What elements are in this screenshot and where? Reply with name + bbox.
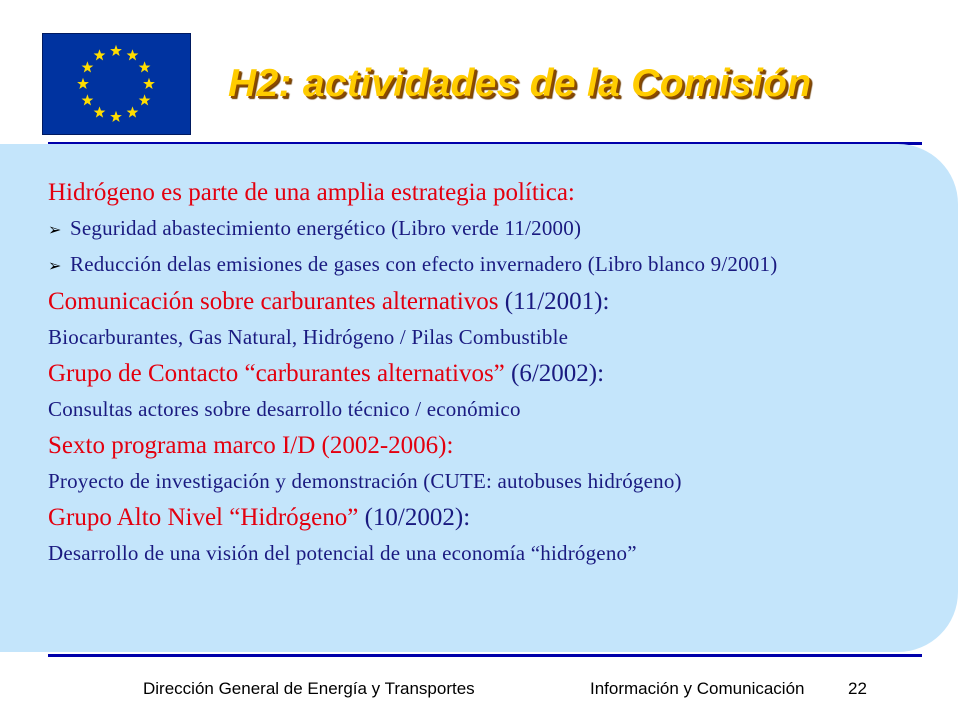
heading-strategy: Hidrógeno es parte de una amplia estrategia política: <box>48 179 575 206</box>
bullet-emissions <box>48 247 938 283</box>
slide-title: H2: actividades de la Comisión <box>228 62 812 105</box>
slide-body <box>48 174 938 571</box>
eu-flag-icon <box>42 33 191 135</box>
heading-communication <box>48 283 938 320</box>
heading-high-level-group-text: Grupo Alto Nivel “Hidrógeno” <box>48 504 359 531</box>
star-icon <box>82 94 94 105</box>
page-number: 22 <box>848 679 867 698</box>
footer-section: Información y Comunicación <box>590 679 805 698</box>
heading-high-level-group-date: (10/2002): <box>358 504 471 531</box>
heading-communication-date: (11/2001): <box>498 288 610 315</box>
heading-contact-group-text: Grupo de Contacto “carburantes alternativos” <box>48 360 505 387</box>
star-icon <box>139 61 151 72</box>
bullet-security <box>48 211 938 247</box>
bullet-emissions-text: Reducción delas emisiones de gases con efecto invernadero (Libro blanco 9/2001) <box>70 252 778 276</box>
heading-high-level-group <box>48 499 938 536</box>
star-icon <box>110 45 122 56</box>
star-icon <box>82 61 94 72</box>
heading-framework: Sexto programa marco I/D (2002-2006): <box>48 432 454 459</box>
item-vision: Desarrollo de una visión del potencial de una economía “hidrógeno” <box>48 541 637 565</box>
star-icon <box>143 78 155 89</box>
arrow-bullet-icon: ➢ <box>48 256 62 275</box>
item-research: Proyecto de investigación y demonstración (CUTE: autobuses hidrógeno) <box>48 469 682 493</box>
item-biofuels: Biocarburantes, Gas Natural, Hidrógeno / Pilas Combustible <box>48 325 569 349</box>
bullet-security-text: Seguridad abastecimiento energético (Libro verde 11/2000) <box>70 216 582 240</box>
heading-contact-group-date: (6/2002): <box>504 360 605 387</box>
star-icon <box>94 106 106 117</box>
item-consultations: Consultas actores sobre desarrollo técnico / económico <box>48 397 521 421</box>
heading-contact-group <box>48 355 938 392</box>
star-icon <box>127 49 139 60</box>
star-icon <box>139 94 151 105</box>
star-icon <box>77 78 89 89</box>
footer-department: Dirección General de Energía y Transportes <box>143 679 475 698</box>
bottom-divider <box>48 654 922 657</box>
star-icon <box>94 49 106 60</box>
star-icon <box>127 106 139 117</box>
arrow-bullet-icon: ➢ <box>48 220 62 239</box>
eu-stars <box>43 34 190 134</box>
star-icon <box>110 111 122 122</box>
heading-communication-text: Comunicación sobre carburantes alternativos <box>48 288 499 315</box>
